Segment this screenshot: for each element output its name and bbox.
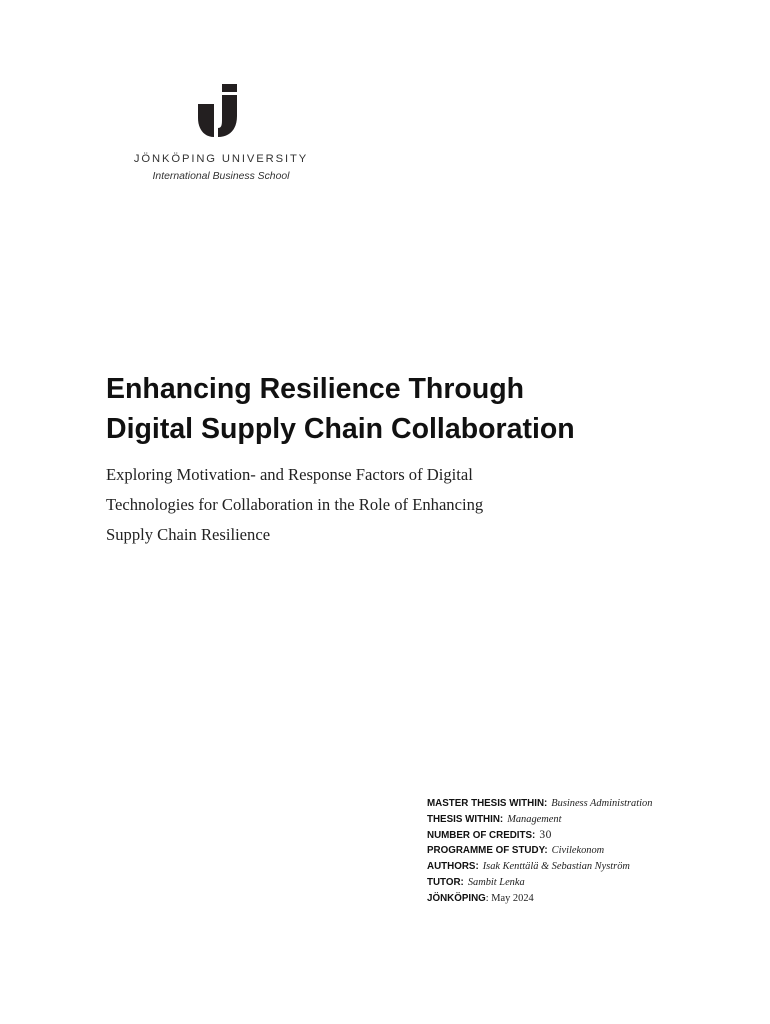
title-line: Enhancing Resilience Through: [106, 373, 525, 405]
programme-value: Civilekonom: [551, 845, 605, 857]
university-logo: [124, 84, 318, 188]
tutor-value: Sambit Lenka: [467, 876, 525, 888]
authors-row: [427, 857, 757, 873]
subtitle-line: Supply Chain Resilience: [106, 525, 271, 544]
subtitle-line: Technologies for Collaboration in the Role of Enhancing: [106, 495, 484, 514]
thesis-within-row: [427, 810, 757, 826]
title-line: Digital Supply Chain Collaboration: [106, 413, 575, 445]
thesis-subtitle: [106, 460, 626, 550]
date-value: : May 2024: [485, 892, 534, 904]
ju-monogram-icon: [196, 84, 244, 138]
subtitle-line: Exploring Motivation- and Response Factors of Digital: [106, 465, 473, 484]
university-name: JÖNKÖPING UNIVERSITY: [133, 153, 309, 165]
credits-value: 30: [539, 828, 552, 841]
thesis-within-value: Management: [507, 813, 562, 825]
thesis-metadata: [427, 794, 757, 905]
master-thesis-row: [427, 794, 757, 810]
authors-label: AUTHORS:: [427, 861, 479, 873]
programme-label: PROGRAMME OF STUDY:: [427, 845, 548, 857]
master-thesis-value: Business Administration: [551, 798, 653, 809]
authors-value: Isak Kenttälä & Sebastian Nyström: [482, 861, 630, 873]
thesis-title: [106, 369, 706, 449]
tutor-row: [427, 873, 757, 889]
master-thesis-label: MASTER THESIS WITHIN:: [427, 798, 548, 809]
credits-label: NUMBER OF CREDITS:: [427, 829, 536, 841]
place-date-row: [427, 889, 757, 905]
school-name: International Business School: [152, 171, 290, 182]
place-label: JÖNKÖPING: [427, 892, 486, 904]
programme-row: [427, 841, 757, 857]
tutor-label: TUTOR:: [427, 876, 464, 888]
thesis-within-label: THESIS WITHIN:: [427, 813, 504, 825]
credits-row: [427, 826, 757, 842]
